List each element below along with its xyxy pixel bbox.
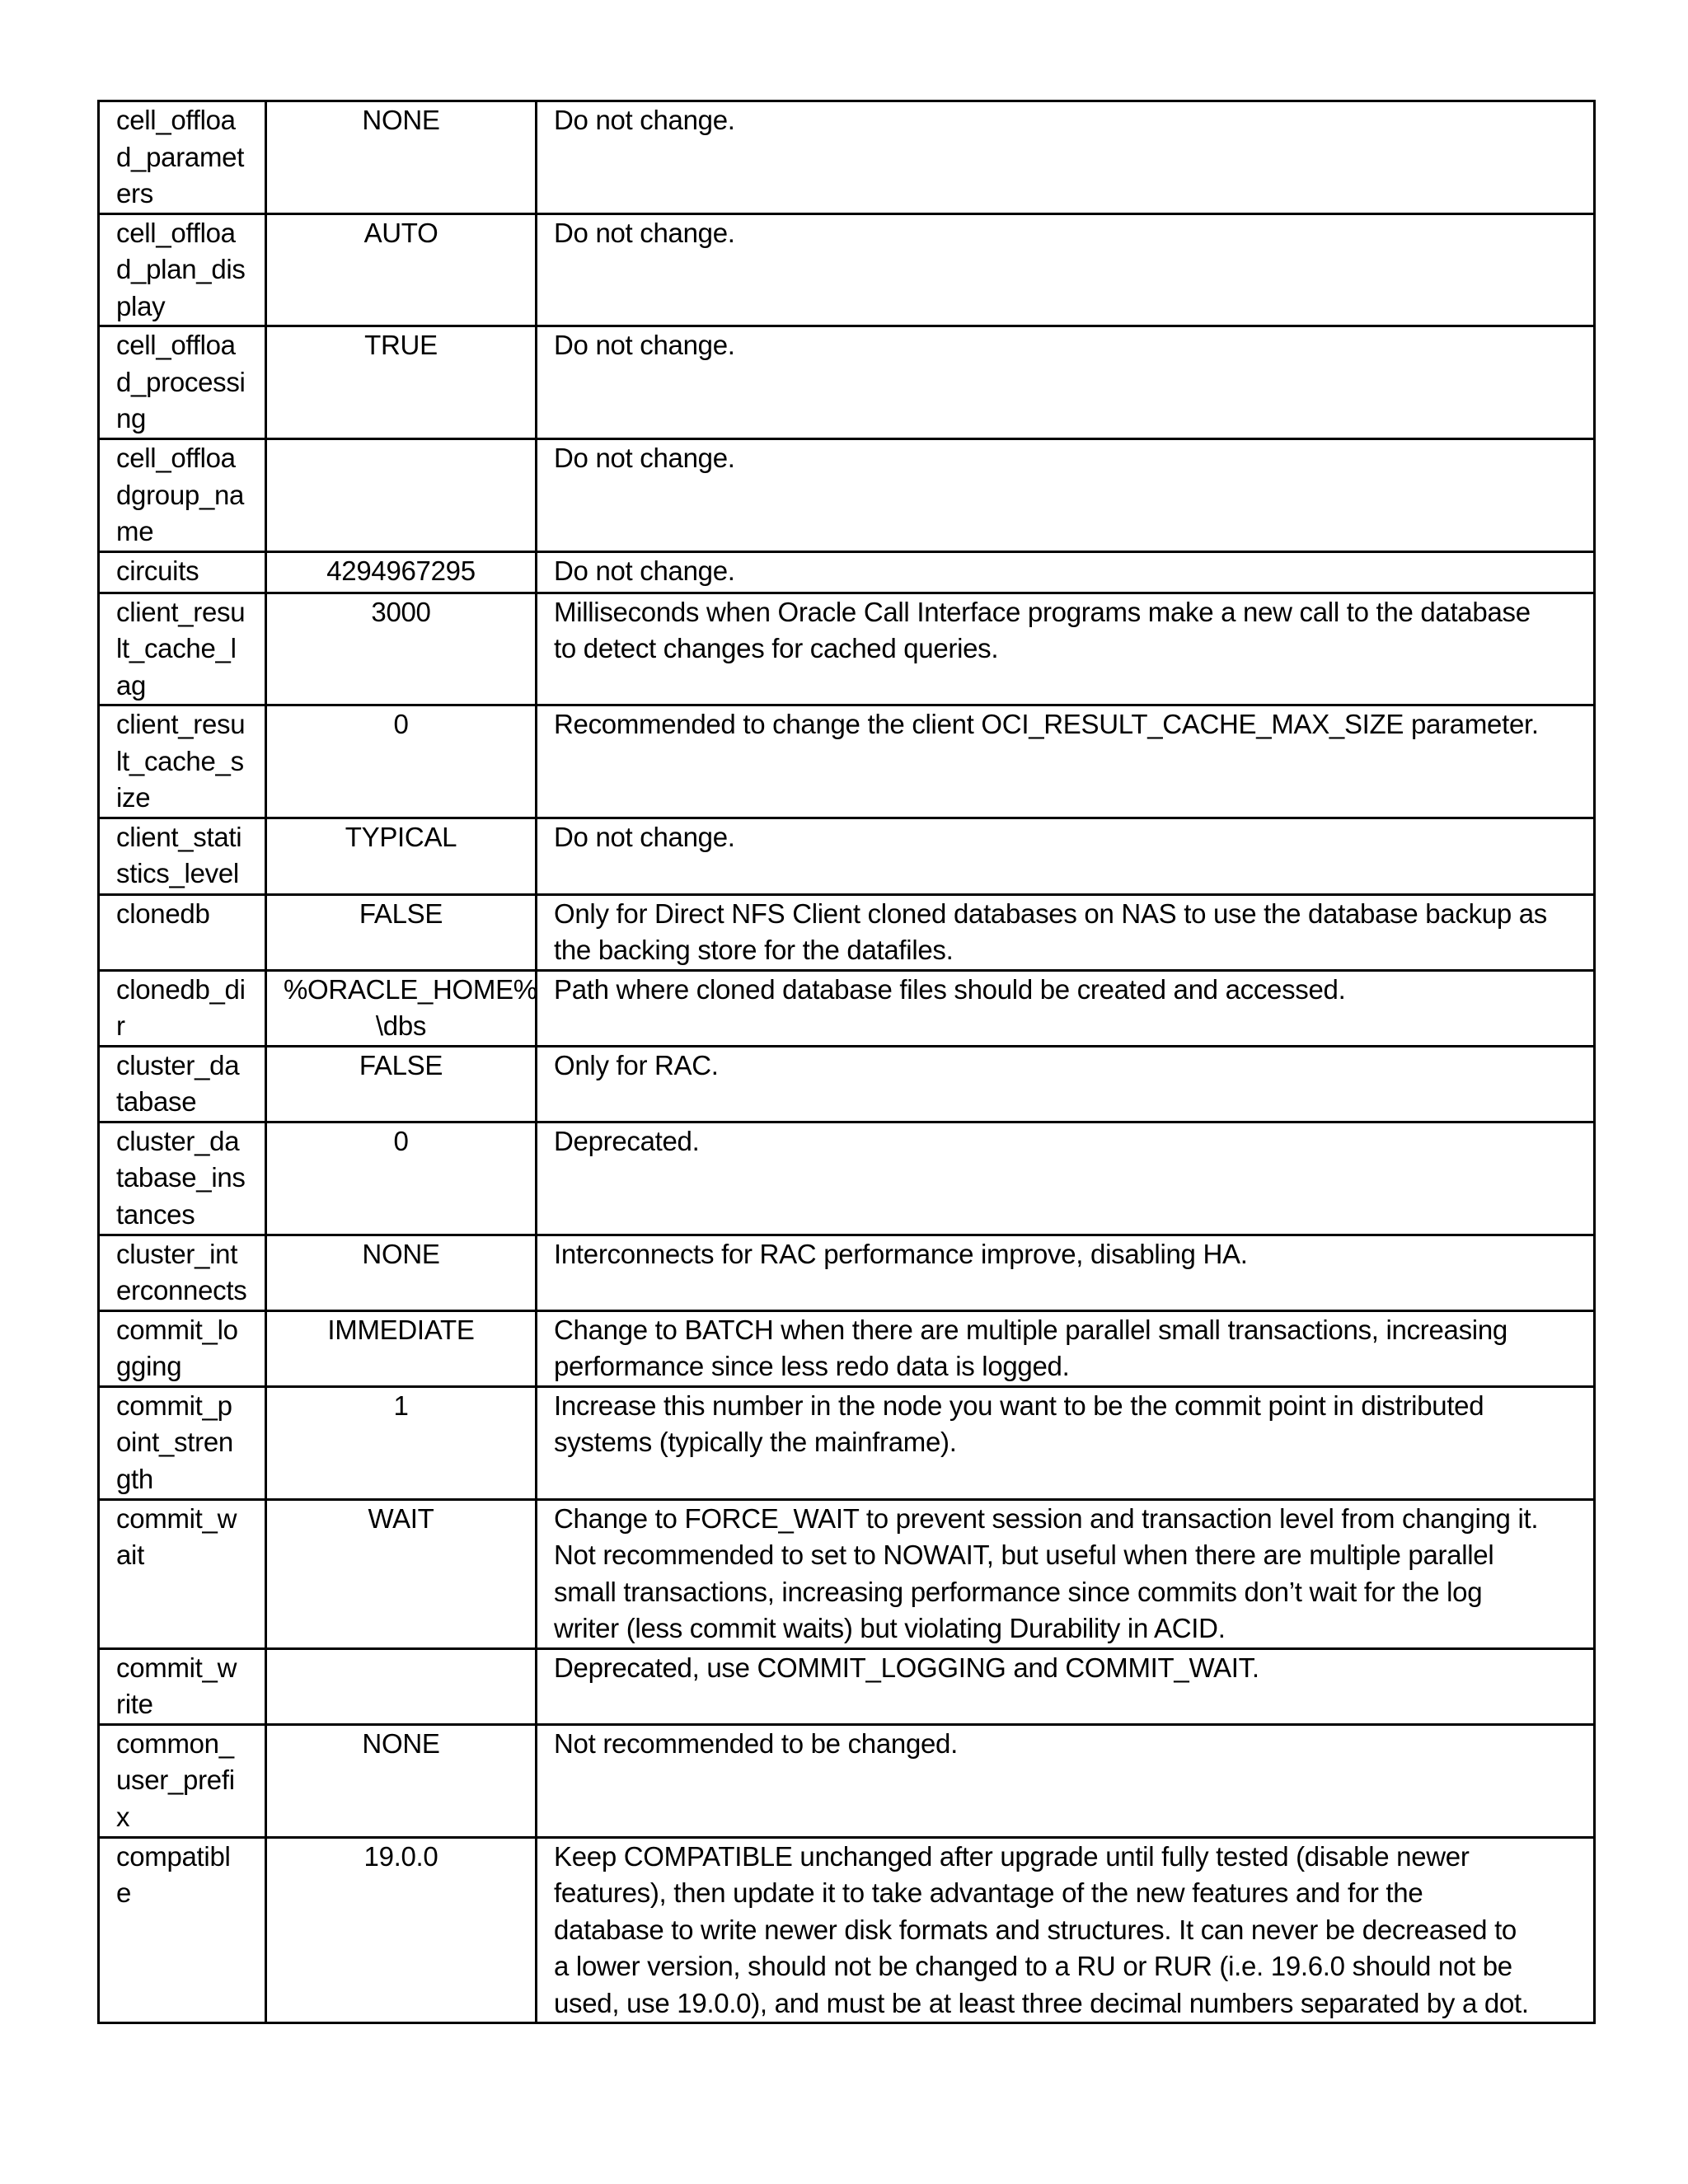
description-cell: Keep COMPATIBLE unchanged after upgrade until fully tested (disable newer features), then update it to take advantage of the new features and for the database to write newer disk formats and structures. It can never be decreased to a lower version, should not be changed to a RU or RUR (i.e. 19.6.0 should not be used, use 19.0.0), and must be at least three decimal numbers separated by a dot.: [537, 1837, 1595, 2023]
parameter-name-cell: cell_offloa d_paramet ers: [99, 101, 266, 214]
table-row: [99, 593, 1595, 705]
default-value-cell: 1: [266, 1386, 537, 1499]
table-row: [99, 326, 1595, 439]
parameter-name-cell: client_stati stics_level: [99, 818, 266, 894]
default-value-cell: AUTO: [266, 213, 537, 326]
description-cell: Do not change.: [537, 818, 1595, 894]
default-value-cell: TRUE: [266, 326, 537, 439]
table-row: [99, 1310, 1595, 1386]
default-value-cell: %ORACLE_HOME% \dbs: [266, 970, 537, 1046]
parameter-name-cell: client_resu lt_cache_s ize: [99, 705, 266, 818]
description-cell: Deprecated, use COMMIT_LOGGING and COMMIT_WAIT.: [537, 1648, 1595, 1724]
description-cell: Increase this number in the node you want to be the commit point in distributed systems (typically the mainframe).: [537, 1386, 1595, 1499]
table-row: [99, 970, 1595, 1046]
default-value-cell: WAIT: [266, 1499, 537, 1648]
default-value-cell: 19.0.0: [266, 1837, 537, 2023]
parameter-name-cell: cell_offloa dgroup_na me: [99, 439, 266, 552]
table-row: [99, 1235, 1595, 1310]
parameter-name-cell: commit_lo gging: [99, 1310, 266, 1386]
table-row: [99, 1648, 1595, 1724]
table-row: [99, 213, 1595, 326]
table-row: [99, 1724, 1595, 1837]
table-row: [99, 705, 1595, 818]
table-row: [99, 1837, 1595, 2023]
default-value-cell: [266, 1648, 537, 1724]
default-value-cell: NONE: [266, 1235, 537, 1310]
table-row: [99, 439, 1595, 552]
table-row: [99, 101, 1595, 214]
parameter-name-cell: cell_offloa d_plan_dis play: [99, 213, 266, 326]
default-value-cell: 3000: [266, 593, 537, 705]
parameter-name-cell: commit_p oint_stren gth: [99, 1386, 266, 1499]
description-cell: Do not change.: [537, 439, 1595, 552]
default-value-cell: 4294967295: [266, 551, 537, 593]
default-value-cell: [266, 439, 537, 552]
parameter-name-cell: cluster_da tabase_ins tances: [99, 1122, 266, 1235]
description-cell: Do not change.: [537, 213, 1595, 326]
parameter-name-cell: client_resu lt_cache_l ag: [99, 593, 266, 705]
description-cell: Recommended to change the client OCI_RESULT_CACHE_MAX_SIZE parameter.: [537, 705, 1595, 818]
parameter-name-cell: cluster_int erconnects: [99, 1235, 266, 1310]
description-cell: Only for Direct NFS Client cloned databases on NAS to use the database backup as the backing store for the datafiles.: [537, 894, 1595, 970]
description-cell: Do not change.: [537, 101, 1595, 214]
parameter-name-cell: compatibl e: [99, 1837, 266, 2023]
parameter-name-cell: clonedb_di r: [99, 970, 266, 1046]
parameter-name-cell: commit_w ait: [99, 1499, 266, 1648]
parameter-name-cell: commit_w rite: [99, 1648, 266, 1724]
description-cell: Path where cloned database files should be created and accessed.: [537, 970, 1595, 1046]
default-value-cell: NONE: [266, 1724, 537, 1837]
description-cell: Do not change.: [537, 326, 1595, 439]
parameter-table: [97, 100, 1596, 2024]
description-cell: Only for RAC.: [537, 1046, 1595, 1122]
default-value-cell: FALSE: [266, 1046, 537, 1122]
parameter-name-cell: clonedb: [99, 894, 266, 970]
default-value-cell: TYPICAL: [266, 818, 537, 894]
table-row: [99, 1046, 1595, 1122]
description-cell: Milliseconds when Oracle Call Interface programs make a new call to the database to detect changes for cached queries.: [537, 593, 1595, 705]
parameter-name-cell: common_ user_prefi x: [99, 1724, 266, 1837]
parameter-name-cell: cluster_da tabase: [99, 1046, 266, 1122]
description-cell: Deprecated.: [537, 1122, 1595, 1235]
description-cell: Do not change.: [537, 551, 1595, 593]
table-row: [99, 894, 1595, 970]
description-cell: Not recommended to be changed.: [537, 1724, 1595, 1837]
table-row: [99, 551, 1595, 593]
table-row: [99, 1386, 1595, 1499]
table-row: [99, 818, 1595, 894]
default-value-cell: IMMEDIATE: [266, 1310, 537, 1386]
table-row: [99, 1499, 1595, 1648]
description-cell: Change to FORCE_WAIT to prevent session and transaction level from changing it. Not recommended to set to NOWAIT, but useful when there are multiple parallel small transactions, increasing performance since commits don’t wait for the log writer (less commit waits) but violating Durability in ACID.: [537, 1499, 1595, 1648]
default-value-cell: 0: [266, 705, 537, 818]
parameter-table-body: [99, 101, 1595, 2023]
default-value-cell: 0: [266, 1122, 537, 1235]
parameter-name-cell: circuits: [99, 551, 266, 593]
default-value-cell: NONE: [266, 101, 537, 214]
parameter-name-cell: cell_offloa d_processi ng: [99, 326, 266, 439]
description-cell: Change to BATCH when there are multiple parallel small transactions, increasing performance since less redo data is logged.: [537, 1310, 1595, 1386]
table-row: [99, 1122, 1595, 1235]
description-cell: Interconnects for RAC performance improve, disabling HA.: [537, 1235, 1595, 1310]
default-value-cell: FALSE: [266, 894, 537, 970]
